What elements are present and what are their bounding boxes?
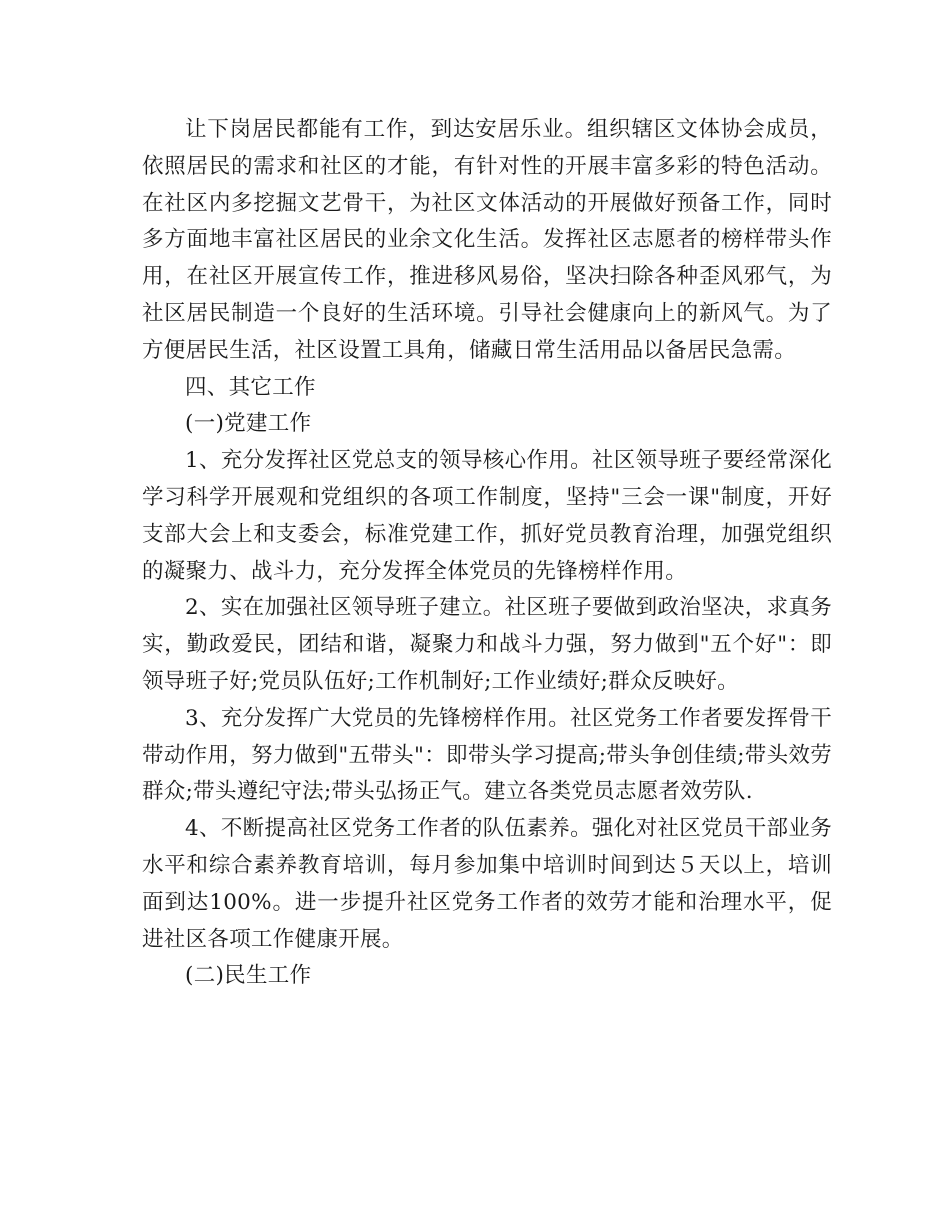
subsection-heading-livelihood: (二)民生工作 [185,963,312,989]
paragraph-item-2: 2、实在加强社区领导班子建立。社区班子要做到政治坚决，求真务实，勤政爱民，团结和谐，凝聚力和战斗力强，努力做到"五个好"：即领导班子好;党员队伍好;工作机制好;工作业绩好;群众反映好。 [142,595,832,694]
section-heading-other-work: 四、其它工作 [185,374,316,400]
document-body [142,112,832,995]
paragraph-community-activities: 让下岗居民都能有工作，到达安居乐业。组织辖区文体协会成员，依照居民的需求和社区的才能，有针对性的开展丰富多彩的特色活动。在社区内多挖掘文艺骨干，为社区文体活动的开展做好预备工作，同时多方面地丰富社区居民的业余文化生活。发挥社区志愿者的榜样带头作用，在社区开展宣传工作，推进移风易俗，坚决扫除各种歪风邪气，为社区居民制造一个良好的生活环境。引导社会健康向上的新风气。为了方便居民生活，社区设置工具角，储藏日常生活用品以备居民急需。 [142,117,832,363]
paragraph-item-1: 1、充分发挥社区党总支的领导核心作用。社区领导班子要经常深化学习科学开展观和党组织的各项工作制度，坚持"三会一课"制度，开好支部大会上和支委会，标准党建工作，抓好党员教育治理，加强党组织的凝聚力、战斗力，充分发挥全体党员的先锋榜样作用。 [142,448,832,584]
subsection-heading-party-building: (一)党建工作 [185,411,312,437]
paragraph-item-4: 4、不断提高社区党务工作者的队伍素养。强化对社区党员干部业务水平和综合素养教育培训，每月参加集中培训时间到达５天以上，培训面到达100%。进一步提升社区党务工作者的效劳才能和治理水平，促进社区各项工作健康开展。 [142,816,832,952]
paragraph-item-3: 3、充分发挥广大党员的先锋榜样作用。社区党务工作者要发挥骨干带动作用，努力做到"五带头"：即带头学习提高;带头争创佳绩;带头效劳群众;带头遵纪守法;带头弘扬正气。建立各类党员志愿者效劳队. [142,705,832,805]
